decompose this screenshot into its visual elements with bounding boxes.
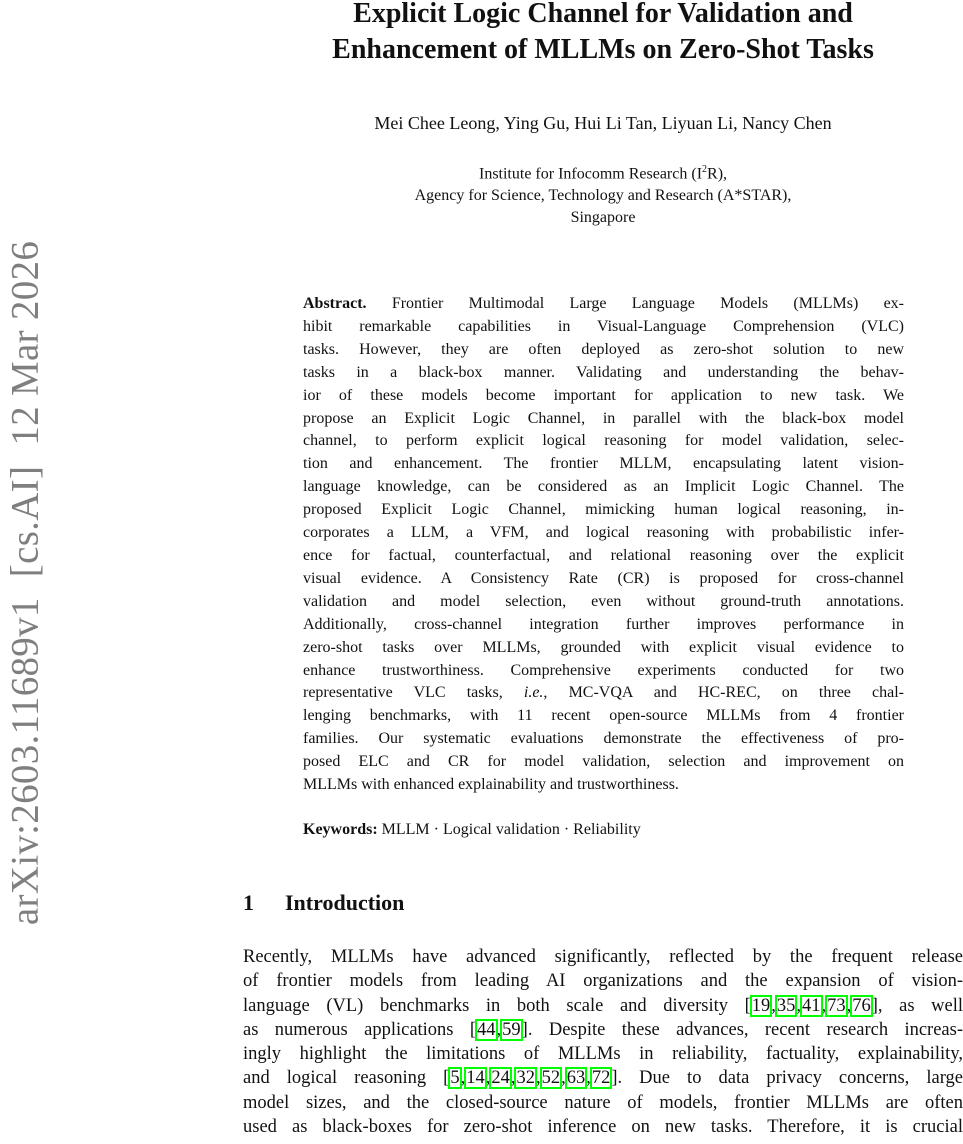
text-line: [303, 499, 904, 522]
text-line: [243, 1115, 963, 1139]
text-line: [303, 476, 904, 499]
text-line: [303, 545, 904, 568]
affiliation-text: R),: [707, 165, 728, 183]
abstract-label: Abstract.: [303, 295, 367, 312]
affiliation: [243, 159, 963, 229]
citation-link[interactable]: 35: [776, 995, 796, 1016]
text-line: [303, 385, 904, 408]
text: ,: [821, 995, 827, 1016]
text-line: [303, 614, 904, 637]
italic-text: i.e.: [523, 684, 544, 702]
keywords: [303, 821, 641, 839]
text: tasks in a black-box manner. Validating and understanding the behav-: [303, 363, 904, 381]
text-line: [243, 1091, 963, 1115]
text: zero-shot tasks over MLLMs, grounded with explicit visual evidence to: [303, 638, 904, 656]
text: corporates a LLM, a VFM, and logical reasoning with probabilistic infer-: [303, 524, 904, 542]
affiliation-line-1: [243, 159, 963, 185]
text-line: [243, 945, 963, 969]
text: propose an Explicit Logic Channel, in parallel with the black-box model: [303, 409, 904, 427]
keywords-text: MLLM · Logical validation · Reliability: [377, 821, 641, 838]
title-line-1: Explicit Logic Channel for Validation and: [353, 0, 853, 29]
text-line: [303, 362, 904, 385]
text: ], as well: [871, 995, 963, 1016]
text-line: [303, 591, 904, 614]
text: ingly highlight the limitations of MLLMs in reliability, factuality, explainability,: [243, 1044, 963, 1065]
section-heading: [243, 890, 404, 916]
text: posed ELC and CR for model validation, selection and improvement on: [303, 753, 904, 771]
text: Additionally, cross-channel integration further improves performance in: [303, 615, 904, 633]
text: ,: [460, 1068, 466, 1089]
citation-link[interactable]: 44: [477, 1019, 496, 1040]
text-line: [303, 408, 904, 431]
text-line: [303, 774, 904, 797]
text-line: [303, 682, 904, 705]
text-line: [303, 751, 904, 774]
title-line-2: Enhancement of MLLMs on Zero-Shot Tasks: [332, 34, 874, 65]
text: ior of these models become important for application to new task. We: [303, 386, 904, 404]
text: representative VLC tasks,: [303, 684, 524, 702]
arxiv-identifier: arXiv:2603.11689v1 [cs.AI] 12 Mar 2026: [3, 240, 47, 926]
text: tasks. However, they are often deployed as zero-shot solution to new: [303, 340, 904, 358]
citation-link[interactable]: 32: [516, 1068, 535, 1089]
text: Frontier Multimodal Large Language Models (MLLMs) ex-: [366, 295, 904, 312]
abstract: [303, 293, 904, 797]
citation-link[interactable]: 41: [802, 995, 821, 1016]
text: ,: [846, 995, 852, 1016]
paper-title: [243, 0, 963, 68]
citation-link[interactable]: 59: [502, 1019, 521, 1040]
text-line: [303, 316, 904, 339]
text-line: [243, 1042, 963, 1066]
text: channel, to perform explicit logical reasoning for model validation, selec-: [303, 432, 904, 450]
text: ,: [496, 1019, 502, 1040]
text: ence for factual, counterfactual, and relational reasoning over the explicit: [303, 546, 904, 564]
citation-link[interactable]: 76: [852, 995, 871, 1016]
citation-link[interactable]: 19: [751, 995, 771, 1016]
citation-link[interactable]: 52: [541, 1068, 561, 1089]
affiliation-line-3: Singapore: [570, 209, 636, 227]
text: families. Our systematic evaluations demonstrate the effectiveness of pro-: [303, 730, 904, 748]
text: ,: [771, 995, 776, 1016]
text: Recently, MLLMs have advanced significantly, reflected by the frequent release: [243, 947, 963, 967]
text-line: [303, 430, 904, 453]
text: language (VL) benchmarks in both scale and diversity [: [243, 995, 751, 1016]
text-line: [243, 1066, 963, 1090]
authors: Mei Chee Leong, Ying Gu, Hui Li Tan, Liyuan Li, Nancy Chen: [374, 113, 832, 133]
text-line: [243, 969, 963, 993]
text: ,: [561, 1068, 566, 1089]
text: of frontier models from leading AI organizations and the expansion of vision-: [243, 971, 963, 992]
text: language knowledge, can be considered as an Implicit Logic Channel. The: [303, 478, 904, 496]
text: ,: [535, 1068, 541, 1089]
text: model sizes, and the closed-source nature of models, frontier MLLMs are often: [243, 1092, 963, 1113]
text: ,: [510, 1068, 516, 1089]
citation-link[interactable]: 14: [466, 1068, 485, 1089]
text-line: [243, 1018, 963, 1042]
text: ]. Due to data privacy concerns, large: [611, 1068, 963, 1089]
text: and logical reasoning [: [243, 1068, 450, 1089]
text: ]. Despite these advances, recent research increas-: [521, 1019, 963, 1040]
text-line: [303, 660, 904, 683]
section-number: 1: [243, 890, 254, 915]
text: validation and model selection, even without ground-truth annotations.: [303, 592, 904, 610]
text: proposed Explicit Logic Channel, mimicking human logical reasoning, in-: [303, 501, 904, 519]
affiliation-text: Institute for Infocomm Research (I: [478, 165, 703, 183]
citation-link[interactable]: 73: [827, 995, 846, 1016]
body-text: [243, 945, 963, 1139]
text: , MC-VQA and HC-REC, on three chal-: [543, 684, 905, 702]
text-line: [243, 994, 963, 1018]
text: MLLMs with enhanced explainability and trustworthiness.: [303, 776, 679, 794]
citation-link[interactable]: 72: [591, 1068, 611, 1089]
text: used as black-boxes for zero-shot inference on new tasks. Therefore, it is crucial: [243, 1117, 963, 1138]
keywords-label: Keywords:: [303, 821, 378, 838]
text: lenging benchmarks, with 11 recent open-source MLLMs from 4 frontier: [303, 707, 904, 725]
text-line: [303, 728, 904, 751]
text: tion and enhancement. The frontier MLLM, encapsulating latent vision-: [303, 455, 904, 473]
text-line: [303, 522, 904, 545]
text: enhance trustworthiness. Comprehensive experiments conducted for two: [303, 661, 904, 679]
section-title: Introduction: [285, 890, 405, 915]
text-line: [303, 705, 904, 728]
text: ,: [586, 1068, 591, 1089]
text: ,: [796, 995, 801, 1016]
text-line: [303, 339, 904, 362]
text-line: [303, 568, 904, 591]
text-line: [303, 637, 904, 660]
text-line: [303, 293, 904, 316]
citation-link[interactable]: 24: [491, 1068, 510, 1089]
citation-link[interactable]: 63: [566, 1068, 586, 1089]
text: ,: [485, 1068, 491, 1089]
text-line: [303, 453, 904, 476]
text: visual evidence. A Consistency Rate (CR) is proposed for cross-channel: [303, 569, 904, 587]
affiliation-line-2: Agency for Science, Technology and Research (A*STAR),: [414, 187, 792, 205]
text: hibit remarkable capabilities in Visual-Language Comprehension (VLC): [303, 317, 904, 335]
citation-link[interactable]: 5: [450, 1068, 460, 1089]
superscript: 2: [702, 164, 708, 175]
text: as numerous applications [: [243, 1019, 477, 1040]
